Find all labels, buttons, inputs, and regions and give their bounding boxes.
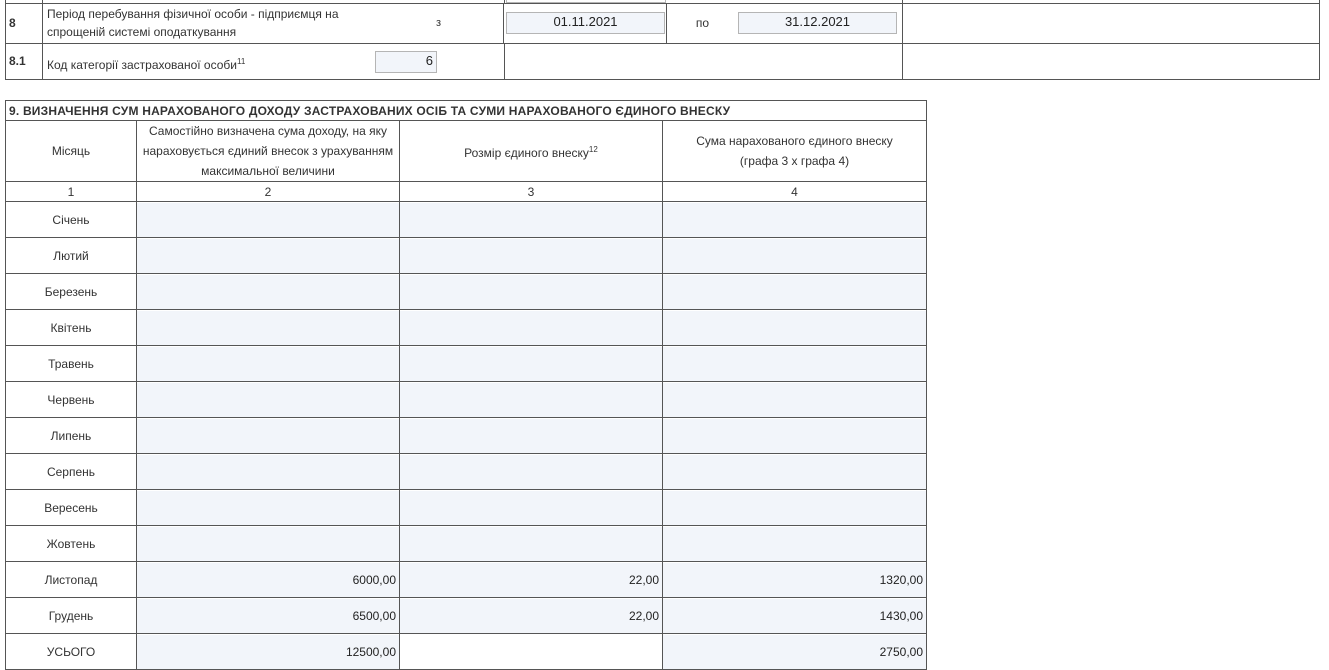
sum-input[interactable]: 1320,00 [663,563,926,597]
row-8-1-divider [504,43,505,80]
total-rate-value [400,635,662,669]
sum-cell [663,490,927,526]
col-number: 4 [663,182,927,202]
rate-input[interactable] [400,383,662,417]
income-input[interactable] [137,239,399,273]
rate-input[interactable] [400,347,662,381]
income-input[interactable] [137,527,399,561]
sum-input[interactable] [663,527,926,561]
total-label: УСЬОГО [6,634,137,670]
sum-cell [663,418,927,454]
footnote-mark: 11 [237,57,246,66]
sum-input[interactable] [663,347,926,381]
income-input[interactable] [137,347,399,381]
rate-input[interactable] [400,275,662,309]
income-input[interactable] [137,455,399,489]
income-cell [137,418,400,454]
sum-cell [663,274,927,310]
section-title: 9. ВИЗНАЧЕННЯ СУМ НАРАХОВАНОГО ДОХОДУ ЗАСТРАХОВАНИХ ОСІБ ТА СУМИ НАРАХОВАНОГО ЄДИНОГО ВНЕСКУ [6,101,927,121]
month-cell: Січень [6,202,137,238]
col-number: 1 [6,182,137,202]
month-cell: Жовтень [6,526,137,562]
total-sum-value: 2750,00 [663,635,926,669]
income-input[interactable]: 6000,00 [137,563,399,597]
table-row [6,382,927,418]
table-row [6,562,927,598]
header-rate-text: Розмір єдиного внеску [464,145,589,160]
month-cell: Червень [6,382,137,418]
footnote-mark: 12 [588,144,598,154]
rate-cell [400,274,663,310]
sum-cell [663,526,927,562]
header-sum-line1: Сума нарахованого єдиного внеску [696,134,893,148]
income-cell [137,454,400,490]
rate-cell [400,490,663,526]
rate-input[interactable]: 22,00 [400,563,662,597]
sum-input[interactable] [663,455,926,489]
sum-cell [663,202,927,238]
sum-input[interactable] [663,383,926,417]
sum-cell [663,562,927,598]
row-8-1-divider [902,43,903,80]
sum-cell [663,382,927,418]
rate-cell [400,526,663,562]
total-income-cell [137,634,400,670]
sum-cell [663,346,927,382]
row-number: 8.1 [5,43,43,80]
insured-category-input[interactable]: 6 [375,51,437,73]
month-cell: Серпень [6,454,137,490]
rate-input[interactable] [400,455,662,489]
table-row [6,598,927,634]
month-cell: Лютий [6,238,137,274]
rate-cell [400,562,663,598]
total-income-value: 12500,00 [137,635,399,669]
month-cell: Грудень [6,598,137,634]
total-rate-cell [400,634,663,670]
income-cell [137,310,400,346]
from-label: з [374,3,504,44]
rate-cell [400,454,663,490]
header-sum [663,121,927,182]
total-row [6,634,927,670]
income-cell [137,382,400,418]
table-row [6,346,927,382]
table-row [6,274,927,310]
income-input[interactable] [137,491,399,525]
total-sum-cell [663,634,927,670]
income-cell [137,238,400,274]
table-row [6,490,927,526]
income-cell [137,598,400,634]
rate-cell [400,202,663,238]
income-cell [137,202,400,238]
rate-input[interactable] [400,239,662,273]
rate-cell [400,382,663,418]
sum-cell [663,454,927,490]
period-label: Період перебування фізичної особи - підприємця на спрощеній системі оподаткування [47,7,339,39]
period-from-input[interactable]: 01.11.2021 [506,12,665,34]
sum-input[interactable] [663,203,926,237]
to-label: по [666,3,738,44]
header-rate [400,121,663,182]
insured-category-label [43,43,374,80]
sum-input[interactable] [663,239,926,273]
month-cell: Травень [6,346,137,382]
rate-cell [400,238,663,274]
sum-cell [663,310,927,346]
col-number: 2 [137,182,400,202]
income-cell [137,562,400,598]
month-cell: Вересень [6,490,137,526]
income-input[interactable] [137,419,399,453]
month-cell: Липень [6,418,137,454]
month-cell: Квітень [6,310,137,346]
row-number: 8 [5,3,43,44]
sum-cell [663,598,927,634]
table-row [6,238,927,274]
table-row [6,454,927,490]
sum-input[interactable] [663,311,926,345]
rate-input[interactable]: 22,00 [400,599,662,633]
income-cell [137,346,400,382]
table-row [6,202,927,238]
header-month: Місяць [6,121,137,182]
rate-cell [400,310,663,346]
insured-category-text: Код категорії застрахованої особи [47,58,237,72]
income-input[interactable] [137,311,399,345]
header-sum-line2: (графа 3 х графа 4) [739,154,850,168]
table-row [6,418,927,454]
rate-input[interactable] [400,527,662,561]
rate-input[interactable] [400,491,662,525]
income-input[interactable] [137,203,399,237]
period-to-input[interactable]: 31.12.2021 [738,12,897,34]
contributions-table [5,100,927,670]
rate-input[interactable] [400,203,662,237]
row-8-divider [902,3,903,44]
rate-cell [400,418,663,454]
income-cell [137,274,400,310]
sum-input[interactable] [663,491,926,525]
header-income: Самостійно визначена сума доходу, на яку нараховується єдиний внесок з урахуванням максимальної величини [137,121,400,182]
sum-input[interactable] [663,275,926,309]
income-cell [137,526,400,562]
sum-cell [663,238,927,274]
table-row [6,310,927,346]
rate-input[interactable] [400,311,662,345]
rate-input[interactable] [400,419,662,453]
table-row [6,526,927,562]
month-cell: Березень [6,274,137,310]
income-input[interactable] [137,275,399,309]
income-cell [137,490,400,526]
income-input[interactable]: 6500,00 [137,599,399,633]
rate-cell [400,598,663,634]
sum-input[interactable] [663,419,926,453]
col-number: 3 [400,182,663,202]
rate-cell [400,346,663,382]
sum-input[interactable]: 1430,00 [663,599,926,633]
income-input[interactable] [137,383,399,417]
month-cell: Листопад [6,562,137,598]
